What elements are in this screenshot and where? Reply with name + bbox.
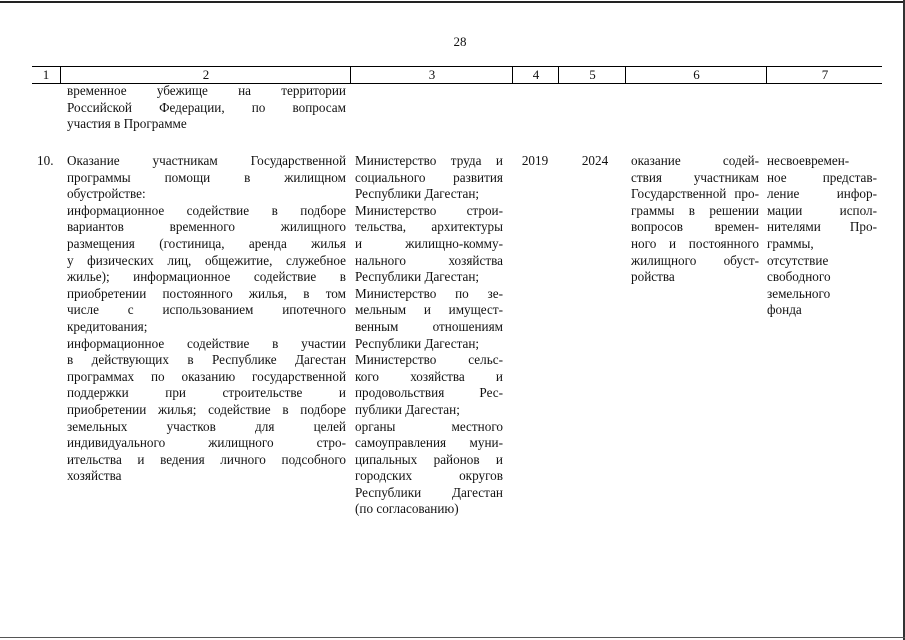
- scan-border-bottom: [0, 637, 905, 638]
- executor-line: Министерство сельс-: [355, 352, 503, 368]
- continuation-line: Российской Федерации, по вопросам: [67, 99, 346, 115]
- header-col-1: 1: [42, 67, 50, 82]
- description-line: в действующих в Республике Дагестан: [67, 352, 346, 368]
- risk-line: мации испол-: [767, 202, 877, 218]
- executor-line: продовольствия Рес-: [355, 385, 503, 401]
- page-number: 28: [453, 34, 467, 49]
- executor-line: городских округов: [355, 468, 503, 484]
- risk-line: свободного: [767, 269, 831, 285]
- risks: [767, 153, 877, 319]
- result-line: вопросов времен-: [631, 219, 759, 235]
- continuation-line: временное убежище на территории: [67, 83, 346, 98]
- executor-line: тельства, архитектуры: [355, 219, 503, 235]
- description-line: приобретении жилья; содействие в подборе: [67, 401, 346, 417]
- row-number: 10.: [37, 153, 54, 168]
- description-line: индивидуального жилищного стро-: [67, 435, 346, 451]
- executor-line: венным отношениям: [355, 318, 503, 334]
- description-line: у физических лиц, общежитие, служебное: [67, 252, 346, 268]
- executor-line: публики Дагестан;: [355, 401, 460, 417]
- table-header: [32, 66, 882, 84]
- end-year: 2024: [581, 153, 609, 168]
- executor-line: Республики Дагестан;: [355, 269, 480, 285]
- executor-line: Республики Дагестан;: [355, 335, 480, 351]
- expected-result: [631, 153, 759, 286]
- executor-line: кого хозяйства и: [355, 368, 503, 384]
- continuation-line: участия в Программе: [67, 116, 187, 132]
- executor-line: Республики Дагестан;: [355, 186, 480, 202]
- description-line: информационное содействие в участии: [67, 335, 346, 351]
- header-col-7: 7: [766, 67, 883, 83]
- result-line: ройства: [631, 269, 675, 285]
- header-col-3: 3: [350, 67, 513, 83]
- executor-line: органы местного: [355, 418, 503, 434]
- risk-line: фонда: [767, 302, 802, 318]
- executor-line: Министерство труда и: [355, 153, 503, 168]
- header-col-5: 5: [558, 67, 626, 83]
- description-line: информационное содействие в подборе: [67, 202, 346, 218]
- executor-line: социального развития: [355, 169, 503, 185]
- description-line: числе с использованием ипотечного: [67, 302, 346, 318]
- risk-line: отсутствие: [767, 252, 829, 268]
- executor-line: Министерство строи-: [355, 202, 503, 218]
- description-line: жилье); информационное содействие в: [67, 269, 346, 285]
- executor-line: самоуправления муни-: [355, 435, 503, 451]
- result-line: оказание содей-: [631, 153, 759, 168]
- executor-line: Министерство по зе-: [355, 285, 503, 301]
- executor-line: ципальных районов и: [355, 451, 503, 467]
- executor-line: Республики Дагестан: [355, 484, 503, 500]
- continuation-text: [67, 83, 346, 133]
- description-line: размещения (гостиница, аренда жилья: [67, 235, 346, 251]
- description-line: программах по оказанию государственной: [67, 368, 346, 384]
- header-col-4: 4: [512, 67, 559, 83]
- result-line: граммы в решении: [631, 202, 759, 218]
- header-col-6: 6: [625, 67, 767, 83]
- executor-line: нального хозяйства: [355, 252, 503, 268]
- executor-line: (по согласованию): [355, 501, 459, 517]
- executor-line: мельным и имущест-: [355, 302, 503, 318]
- result-line: ствия участникам: [631, 169, 759, 185]
- description-line: ительства и ведения личного подсобного: [67, 451, 346, 467]
- header-col-2: 2: [60, 67, 351, 83]
- description-line: Оказание участникам Государственной: [67, 153, 346, 168]
- scan-border-top: [0, 1, 905, 3]
- risk-line: граммы,: [767, 235, 814, 251]
- risk-line: несвоевремен-: [767, 153, 850, 168]
- description-line: вариантов временного жилищного: [67, 219, 346, 235]
- start-year: 2019: [521, 153, 549, 168]
- description-line: приобретении постоянного жилья, в том: [67, 285, 346, 301]
- description-line: программы помощи в жилищном: [67, 169, 346, 185]
- responsible-executors: [355, 153, 503, 518]
- measure-description: [67, 153, 346, 485]
- risk-line: земельного: [767, 285, 831, 301]
- result-line: жилищного обуст-: [631, 252, 759, 268]
- risk-line: ление инфор-: [767, 186, 877, 202]
- risk-line: нителями Про-: [767, 219, 877, 235]
- description-line: кредитования;: [67, 318, 148, 334]
- description-line: поддержки при строительстве и: [67, 385, 346, 401]
- result-line: Государственной про-: [631, 186, 759, 202]
- result-line: ного и постоянного: [631, 235, 759, 251]
- description-line: хозяйства: [67, 468, 122, 484]
- description-line: земельных участков для целей: [67, 418, 346, 434]
- executor-line: и жилищно-комму-: [355, 235, 503, 251]
- risk-line: ное представ-: [767, 169, 877, 185]
- description-line: обустройстве:: [67, 186, 146, 202]
